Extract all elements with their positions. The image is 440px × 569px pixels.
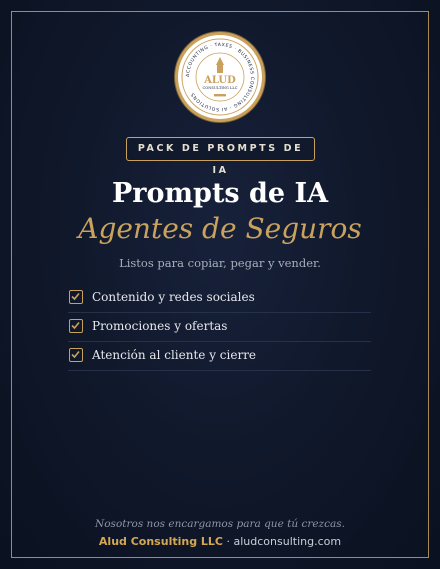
pack-badge: PACK DE PROMPTS DE IA bbox=[126, 137, 315, 161]
checkbox-checked-icon bbox=[69, 348, 83, 362]
logo-seal-icon bbox=[178, 35, 262, 119]
logo-company: CONSULTING LLC bbox=[202, 86, 238, 90]
list-item bbox=[68, 343, 371, 371]
logo-ring-text: ACCOUNTING · TAXES · BUSINESS CONSULTING · AI SOLUTIONS bbox=[185, 42, 255, 112]
list-item bbox=[68, 285, 371, 313]
footer-contact bbox=[0, 535, 440, 548]
footer-brand: Alud Consulting LLC bbox=[98, 535, 223, 548]
checkbox-checked-icon bbox=[69, 290, 83, 304]
tagline: Listos para copiar, pegar y vender. bbox=[119, 256, 321, 270]
list-item-label: Contenido y redes sociales bbox=[92, 290, 255, 304]
alud-consulting-logo bbox=[175, 32, 265, 122]
page-subtitle: Agentes de Seguros bbox=[78, 212, 362, 245]
footer-motto: Nosotros nos encargamos para que tú crezcas. bbox=[95, 518, 345, 530]
page-title: Prompts de IA bbox=[111, 178, 329, 209]
logo-brand: ALUD bbox=[204, 75, 236, 86]
checkbox-checked-icon bbox=[69, 319, 83, 333]
list-item-label: Promociones y ofertas bbox=[92, 319, 228, 333]
feature-checklist bbox=[68, 285, 371, 372]
footer-website-link[interactable]: aludconsulting.com bbox=[233, 535, 342, 548]
list-item-label: Atención al cliente y cierre bbox=[92, 348, 257, 362]
list-item bbox=[68, 314, 371, 342]
footer-separator: · bbox=[223, 535, 234, 548]
